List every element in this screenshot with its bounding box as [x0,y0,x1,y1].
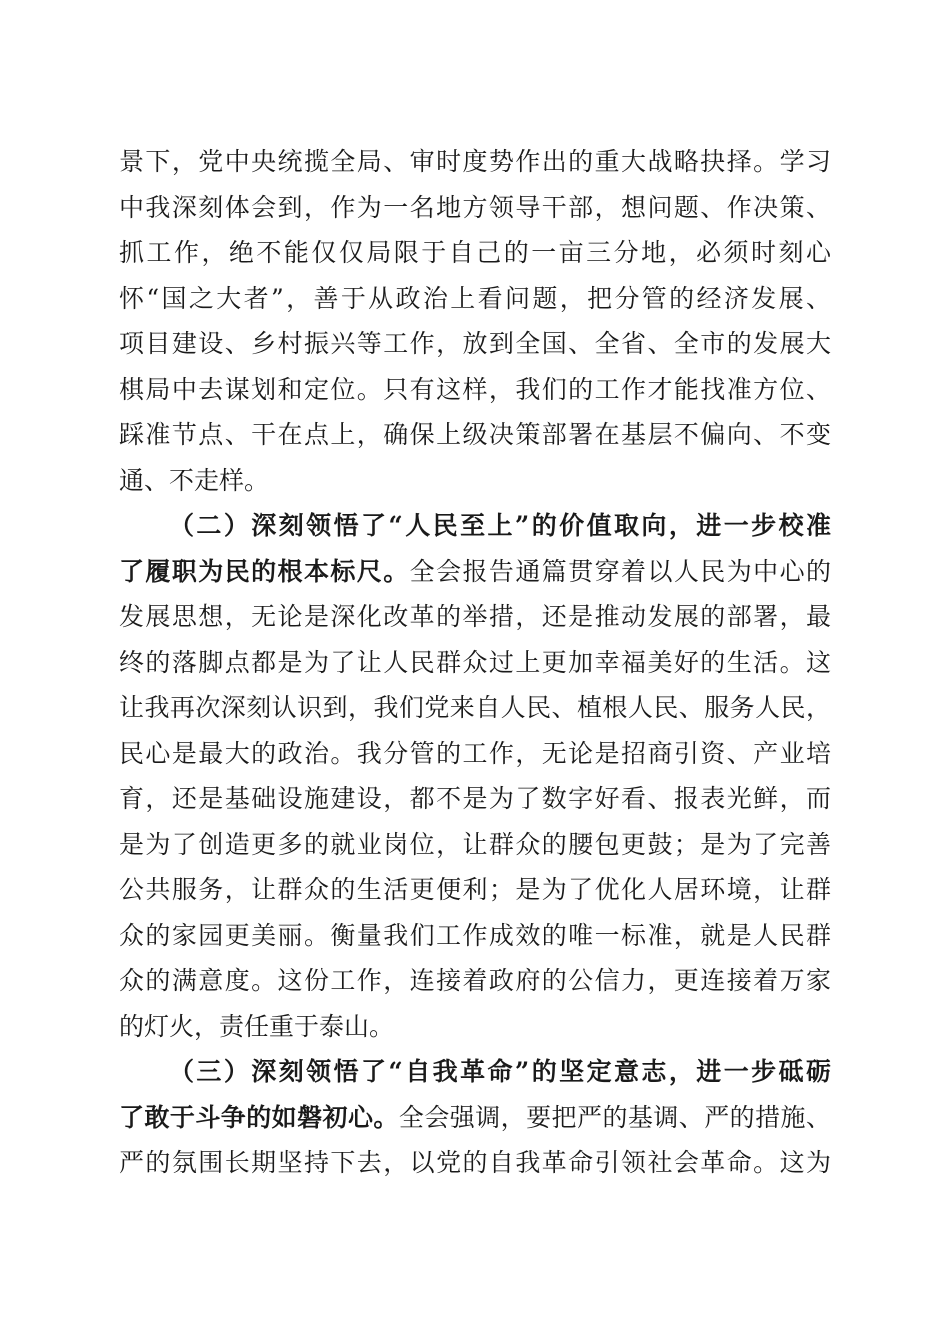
text-line: 抓工作，绝不能仅仅局限于自己的一亩三分地，必须时刻心 [119,238,831,267]
text-line: 中我深刻体会到，作为一名地方领导干部，想问题、作决策、 [119,192,831,222]
text-line [119,549,831,595]
section-heading-2: （二）深刻领悟了“人民至上”的价值取向，进一步校准 [169,511,831,540]
text-fragment: 全会报告通篇贯穿着以人民为中心的 [409,556,831,586]
text-line: 的灯火，责任重于泰山。 [119,1011,395,1041]
text-line: 是为了创造更多的就业岗位，让群众的腰包更鼓；是为了完善 [119,829,831,859]
text-line: 项目建设、乡村振兴等工作，放到全国、全省、全市的发展大 [119,329,831,358]
text-line: 怀“国之大者”，善于从政治上看问题，把分管的经济发展、 [119,283,831,313]
text-line: 棋局中去谋划和定位。只有这样，我们的工作才能找准方位、 [119,374,831,404]
text-line [119,1095,831,1141]
text-line: 严的氛围长期坚持下去，以党的自我革命引领社会革命。这为 [119,1148,831,1177]
document-body [119,139,831,1186]
text-line: 发展思想，无论是深化改革的举措，还是推动发展的部署，最 [119,602,831,631]
text-line: 终的落脚点都是为了让人民群众过上更加幸福美好的生活。这 [119,647,831,677]
text-line: 让我再次深刻认识到，我们党来自人民、植根人民、服务人民， [119,693,831,722]
text-line: 民心是最大的政治。我分管的工作，无论是招商引资、产业培 [119,738,831,768]
text-line: 公共服务，让群众的生活更便利；是为了优化人居环境，让群 [119,875,831,904]
section-heading-3-end: 了敢于斗争的如磐初心。 [119,1102,399,1132]
text-line: 踩准节点、干在点上，确保上级决策部署在基层不偏向、不变 [119,420,831,449]
text-line: 育，还是基础设施建设，都不是为了数字好看、报表光鲜，而 [119,784,831,813]
text-fragment: 全会强调，要把严的基调、严的措施、 [398,1102,831,1132]
text-line: 通、不走样。 [119,465,270,495]
text-line: 景下，党中央统揽全局、审时度势作出的重大战略抉择。学习 [119,147,831,176]
section-heading-2-end: 了履职为民的根本标尺。 [119,556,410,586]
section-heading-3: （三）深刻领悟了“自我革命”的坚定意志，进一步砥砺 [169,1057,831,1086]
text-line: 众的满意度。这份工作，连接着政府的公信力，更连接着万家 [119,966,831,995]
text-line: 众的家园更美丽。衡量我们工作成效的唯一标准，就是人民群 [119,920,831,950]
